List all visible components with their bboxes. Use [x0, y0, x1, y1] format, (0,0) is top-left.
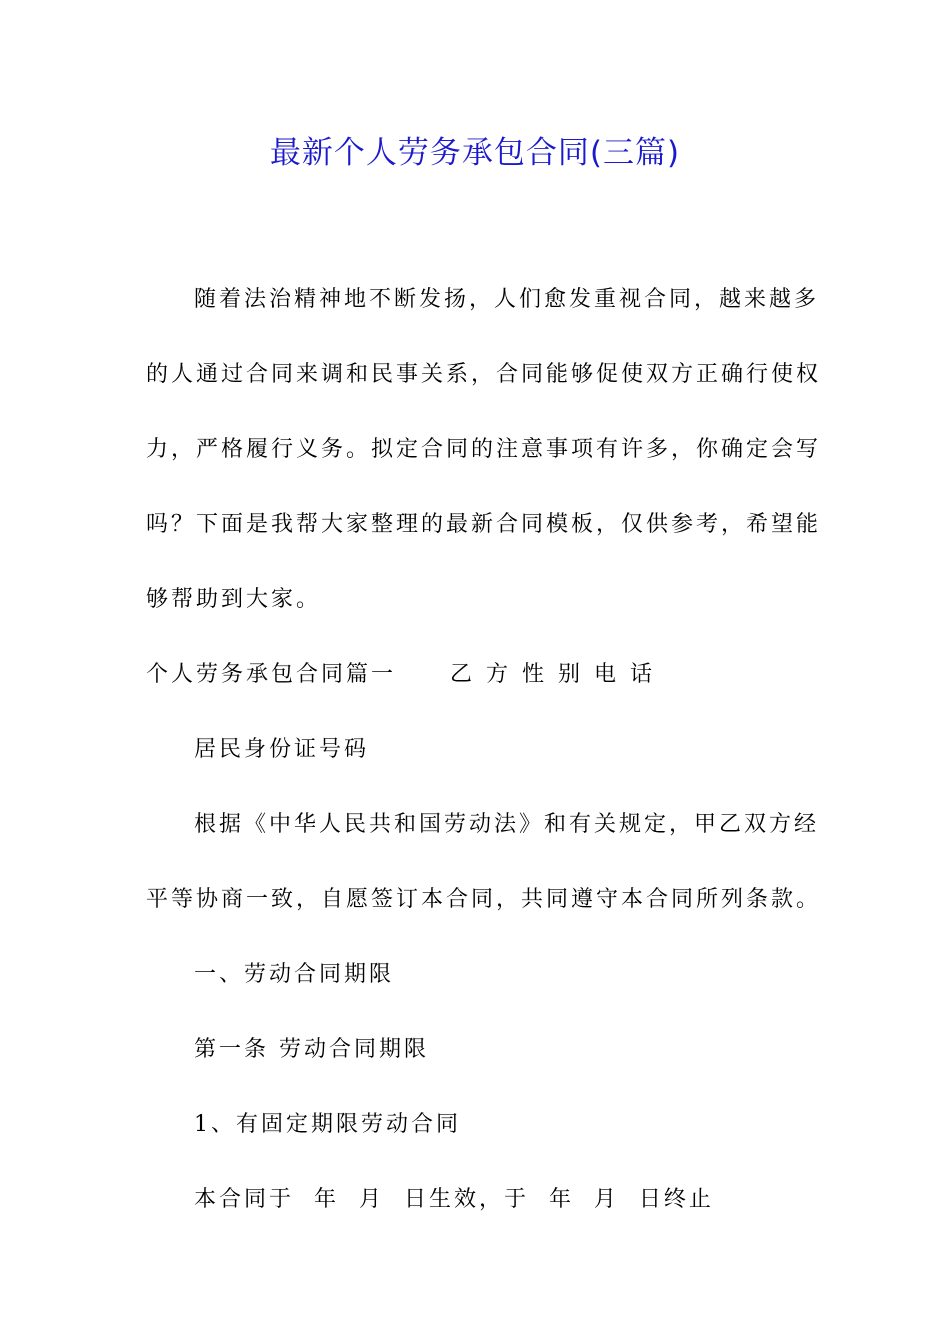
effective-paragraph: [146, 1162, 811, 1237]
intro-line: 的人通过合同来调和民事关系，合同能够促使双方正确行使权: [146, 362, 822, 387]
effective-clause: 本合同于 年 月 日生效，于 年 月 日终止: [194, 1187, 714, 1212]
basis-paragraph: [146, 787, 822, 937]
intro-line: 吗？下面是我帮大家整理的最新合同模板，仅供参考，希望能: [146, 512, 822, 537]
article-heading: [146, 1012, 811, 1087]
basis-line: 平等协商一致，自愿签订本合同，共同遵守本合同所列条款。: [146, 887, 822, 912]
chapter-heading: [146, 937, 811, 1012]
intro-line: 力，严格履行义务。拟定合同的注意事项有许多，你确定会写: [146, 437, 822, 462]
item-1: 1、有固定期限劳动合同: [194, 1112, 461, 1137]
id-number-label: 居民身份证号码: [194, 737, 370, 762]
basis-line: 根据《中华人民共和国劳动法》和有关规定，甲乙双方经: [194, 812, 820, 837]
party-b-fields: 乙方性别电话: [450, 662, 667, 687]
section-heading: 个人劳务承包合同篇一: [146, 662, 397, 687]
intro-line: 够帮助到大家。: [146, 587, 322, 612]
item-heading: [146, 1087, 811, 1162]
id-number-paragraph: [146, 712, 811, 787]
article-1: 第一条 劳动合同期限: [194, 1037, 429, 1062]
section-heading-row: [146, 637, 811, 712]
intro-line: 随着法治精神地不断发扬，人们愈发重视合同，越来越多: [194, 287, 820, 312]
chapter-1: 一、劳动合同期限: [194, 962, 395, 987]
document-body: [146, 262, 822, 1237]
intro-paragraph: [146, 262, 822, 637]
document-title: 最新个人劳务承包合同(三篇): [269, 135, 681, 171]
